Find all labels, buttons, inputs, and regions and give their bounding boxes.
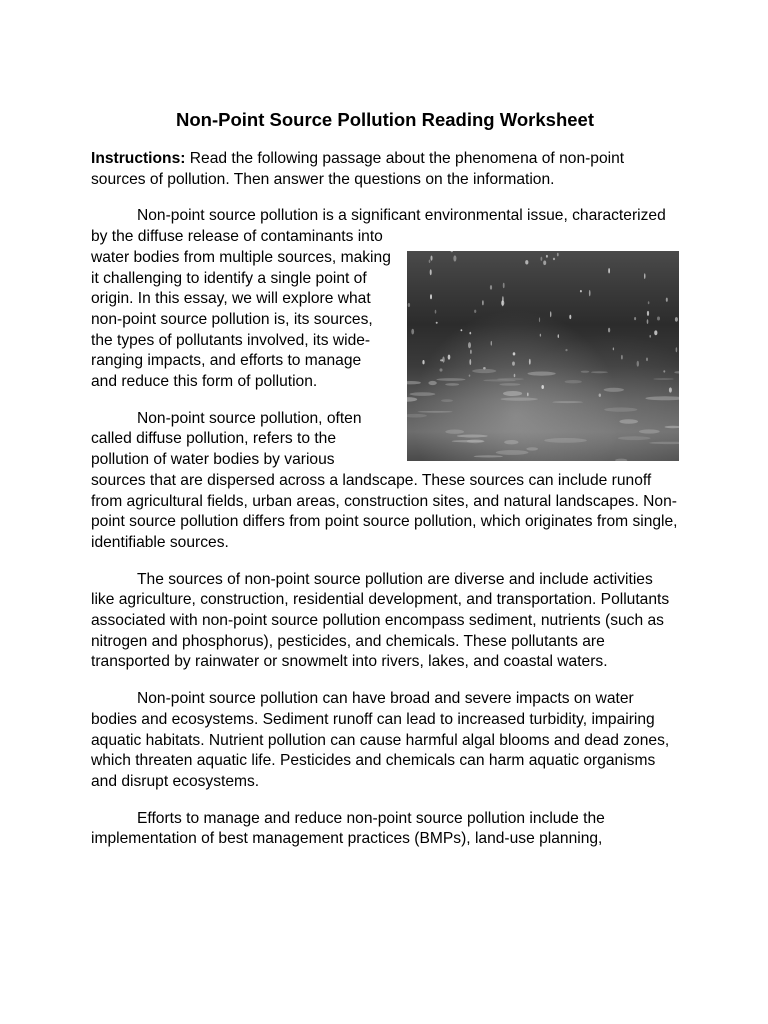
- rain-drop: [657, 317, 660, 321]
- rain-drop: [482, 300, 484, 305]
- rain-drop: [541, 257, 543, 261]
- paragraph-1-first-line: Non-point source pollution is a significant environmental issue,: [137, 207, 568, 225]
- rain-drop: [599, 394, 601, 397]
- rain-drop: [647, 319, 649, 324]
- water-ripple: [639, 430, 660, 434]
- rain-drop: [558, 334, 559, 338]
- rain-drop: [608, 268, 610, 273]
- rain-drop: [675, 317, 678, 322]
- rain-drop: [553, 258, 555, 261]
- rain-drop: [546, 255, 548, 258]
- paragraph-management: Efforts to manage and reduce non-point source pollution include the implementation of best management practices (BMPs), land-use planning,: [91, 809, 605, 848]
- rain-drop: [448, 355, 451, 360]
- rain-drop: [676, 347, 678, 352]
- water-ripple: [428, 381, 436, 385]
- water-ripple: [526, 447, 538, 450]
- rain-drop: [436, 322, 438, 324]
- rain-drop: [430, 294, 432, 299]
- rain-drop: [461, 329, 463, 331]
- instructions: [91, 149, 679, 190]
- rain-drop: [647, 311, 649, 316]
- rain-drop: [411, 329, 414, 335]
- water-ripple: [501, 398, 538, 401]
- water-ripple: [410, 392, 436, 396]
- water-ripple: [445, 430, 464, 434]
- water-ripple: [457, 435, 488, 438]
- water-ripple: [615, 459, 627, 461]
- rain-drop: [540, 334, 541, 337]
- water-ripple: [472, 369, 496, 373]
- water-ripple: [503, 391, 522, 396]
- worksheet-title: Non-Point Source Pollution Reading Worksheet: [176, 109, 594, 130]
- water-ripple: [581, 371, 590, 373]
- water-ripple: [483, 379, 516, 381]
- water-ripple: [674, 371, 679, 373]
- rain-drop: [541, 385, 544, 389]
- rain-drop: [565, 349, 567, 351]
- water-ripple: [649, 442, 679, 444]
- water-ripple: [528, 372, 556, 376]
- rain-drop: [513, 352, 516, 355]
- rain-drop: [580, 290, 582, 292]
- rain-drop: [490, 285, 492, 290]
- rain-drop: [543, 261, 546, 266]
- water-ripple: [504, 440, 518, 444]
- water-ripple: [604, 408, 637, 412]
- instructions-text: Read the following passage about the phenomena of non-point sources of pollution. Then answer the questions on the information.: [91, 150, 625, 188]
- water-ripple: [591, 371, 608, 373]
- water-ripple: [565, 380, 582, 383]
- water-ripple: [645, 396, 679, 400]
- water-ripple: [653, 378, 674, 380]
- rain-drop: [512, 362, 515, 366]
- rain-drop: [527, 393, 529, 397]
- water-ripple: [604, 388, 624, 392]
- water-ripple: [441, 399, 453, 402]
- rain-drop: [613, 348, 614, 351]
- rain-drops-illustration: [407, 251, 679, 461]
- water-ripple: [665, 426, 679, 428]
- rain-drop: [440, 369, 443, 372]
- instructions-label: Instructions:: [91, 150, 186, 167]
- paragraph-1-rest: characterized by the diffuse release of contaminants into water bodies from multiple sources, making it challenging to identify a single point of origin. In this essay, we will explore what non-point source pollution is, its sources, the types of pollutants involved, its wide-ranging impacts, and efforts to manage and reduce this form of pollution.: [91, 207, 666, 391]
- water-ripple: [496, 450, 529, 455]
- water-ripple: [452, 440, 485, 442]
- rain-drop: [474, 310, 476, 313]
- rain-drop: [451, 251, 453, 252]
- rain-drop: [501, 300, 504, 306]
- water-ripple: [445, 383, 459, 386]
- water-ripple: [552, 401, 583, 403]
- rain-drop: [503, 283, 505, 288]
- rain-drop: [634, 317, 636, 320]
- rain-drop: [539, 318, 540, 323]
- rain-drop: [453, 256, 456, 262]
- rain-drop: [648, 301, 650, 304]
- water-ripple: [407, 381, 421, 384]
- rain-drop: [525, 260, 528, 264]
- rain-drop: [621, 355, 623, 360]
- rain-drop: [442, 357, 444, 363]
- rain-drop: [468, 342, 471, 348]
- rain-drop: [663, 370, 665, 372]
- water-ripple: [499, 383, 520, 386]
- worksheet-page: [91, 108, 679, 866]
- water-ripple: [544, 438, 587, 443]
- water-ripple: [474, 455, 503, 457]
- rain-drop: [569, 315, 571, 319]
- water-ripple: [618, 436, 651, 440]
- rain-drop: [430, 269, 432, 275]
- rain-drop: [491, 341, 492, 346]
- paragraph-impacts: Non-point source pollution can have broad and severe impacts on water bodies and ecosystems. Sediment runoff can lead to increased turbidity, impairing aquatic habitats. Nutrient pollution can cause harmful algal blooms and dead zones, which threaten aquatic life. Pesticides and chemicals can harm aquatic organisms and disrupt ecosystems.: [91, 690, 670, 790]
- rain-drop: [669, 388, 672, 393]
- rain-drop: [408, 303, 410, 307]
- water-ripple: [407, 414, 427, 418]
- rain-drop: [644, 273, 645, 279]
- rain-drop: [435, 310, 437, 314]
- rain-drop: [529, 359, 531, 365]
- rain-drop: [666, 298, 668, 302]
- rain-drop: [557, 253, 559, 257]
- rain-drop: [514, 374, 516, 378]
- water-ripple: [418, 411, 453, 413]
- rain-drop: [608, 328, 610, 333]
- paragraph-intro: [91, 206, 679, 392]
- rain-drop: [429, 260, 431, 263]
- water-ripple: [619, 419, 638, 424]
- rain-drop: [650, 335, 651, 338]
- rain-drop: [470, 350, 472, 354]
- rain-drop: [431, 256, 433, 261]
- rain-drop: [550, 311, 551, 317]
- rain-drop: [589, 290, 591, 296]
- rain-drop: [469, 332, 471, 335]
- rain-drop: [646, 358, 647, 362]
- paragraph-definition: Non-point source pollution, often called diffuse pollution, refers to the pollution of water bodies by various sources that are dispersed across a landscape. These sources can include runoff from agricultural fields, urban areas, construction sites, and natural landscapes. Non-point source pollution differs from point source pollution, which originates from single, identifiable sources.: [91, 409, 678, 551]
- rain-drop: [637, 361, 639, 367]
- water-ripple: [436, 378, 465, 381]
- rain-drop: [469, 375, 471, 377]
- rain-drop: [654, 331, 657, 336]
- rain-on-water-photo: [407, 251, 679, 461]
- rain-drop: [422, 360, 424, 364]
- paragraph-sources: The sources of non-point source pollution are diverse and include activities like agriculture, construction, residential development, and transportation. Pollutants associated with non-point source pollution encompass sediment, nutrients (such as nitrogen and phosphorus), pesticides, and chemicals. These pollutants are transported by rainwater or snowmelt into rivers, lakes, and coastal waters.: [91, 570, 670, 671]
- water-ripple: [407, 397, 417, 402]
- rain-drop: [469, 359, 471, 365]
